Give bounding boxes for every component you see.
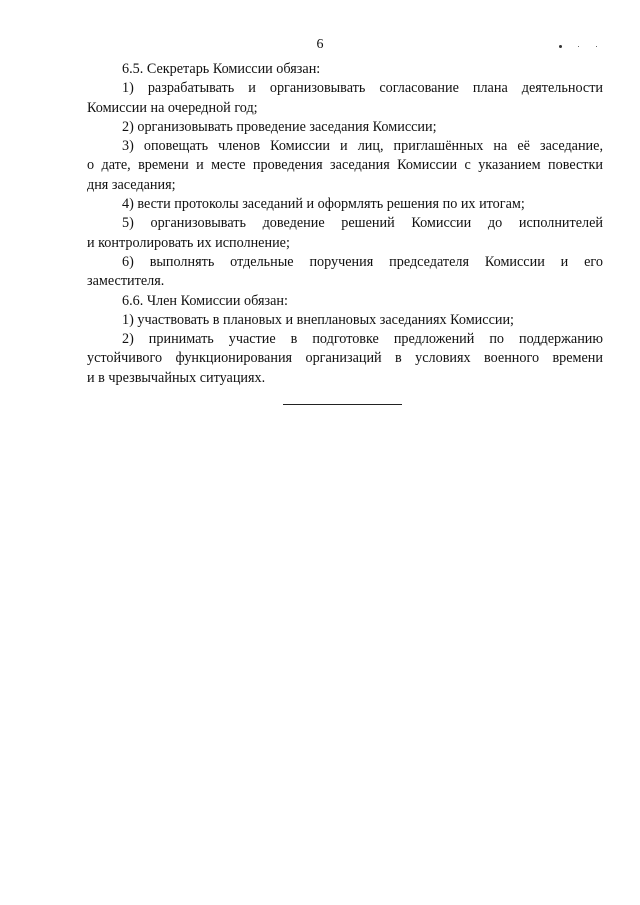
section-heading-6-5 (87, 60, 603, 79)
page-number: 6 (316, 37, 324, 52)
scan-speck (559, 45, 562, 48)
text-line: 1) участвовать в плановых и внеплановых заседаниях Комиссии; (122, 311, 514, 328)
body-text (87, 60, 603, 388)
text-line: 1) разрабатывать и организовывать согласование плана деятельности (122, 80, 603, 97)
text-line: 5) организовывать доведение решений Комиссии до исполнителей (122, 215, 603, 232)
section-heading-6-6 (87, 292, 603, 311)
scan-speck (596, 46, 597, 47)
duty-item-6 (87, 253, 603, 292)
duty-item-1 (87, 79, 603, 118)
text-line: и в чрезвычайных ситуациях. (87, 369, 266, 386)
duty-item-3 (87, 137, 603, 195)
text-line: и контролировать их исполнение; (87, 234, 290, 251)
text-line: дня заседания; (87, 176, 176, 193)
duty-item-5 (87, 214, 603, 253)
text-line: 2) принимать участие в подготовке предложений по поддержанию (122, 331, 603, 348)
text-line: о дате, времени и месте проведения заседания Комиссии с указанием повестки (87, 157, 603, 174)
scan-speck (578, 46, 579, 47)
text-line: 2) организовывать проведение заседания Комиссии; (122, 118, 437, 135)
text-line: устойчивого функционирования организаций в условиях военного времени (87, 350, 603, 367)
member-duty-item-2 (87, 330, 603, 388)
text-line: 6.5. Секретарь Комиссии обязан: (122, 61, 321, 77)
text-line: 6) выполнять отдельные поручения председателя Комиссии и его (122, 253, 603, 270)
text-line: Комиссии на очередной год; (87, 99, 258, 116)
duty-item-2 (87, 118, 603, 137)
duty-item-4 (87, 195, 603, 214)
end-of-document-rule (283, 404, 402, 405)
text-line: 6.6. Член Комиссии обязан: (122, 292, 288, 309)
text-line: 4) вести протоколы заседаний и оформлять решения по их итогам; (122, 196, 525, 213)
text-line: заместителя. (87, 273, 165, 290)
text-line: 3) оповещать членов Комиссии и лиц, приглашённых на её заседание, (122, 138, 603, 155)
member-duty-item-1 (87, 311, 603, 330)
